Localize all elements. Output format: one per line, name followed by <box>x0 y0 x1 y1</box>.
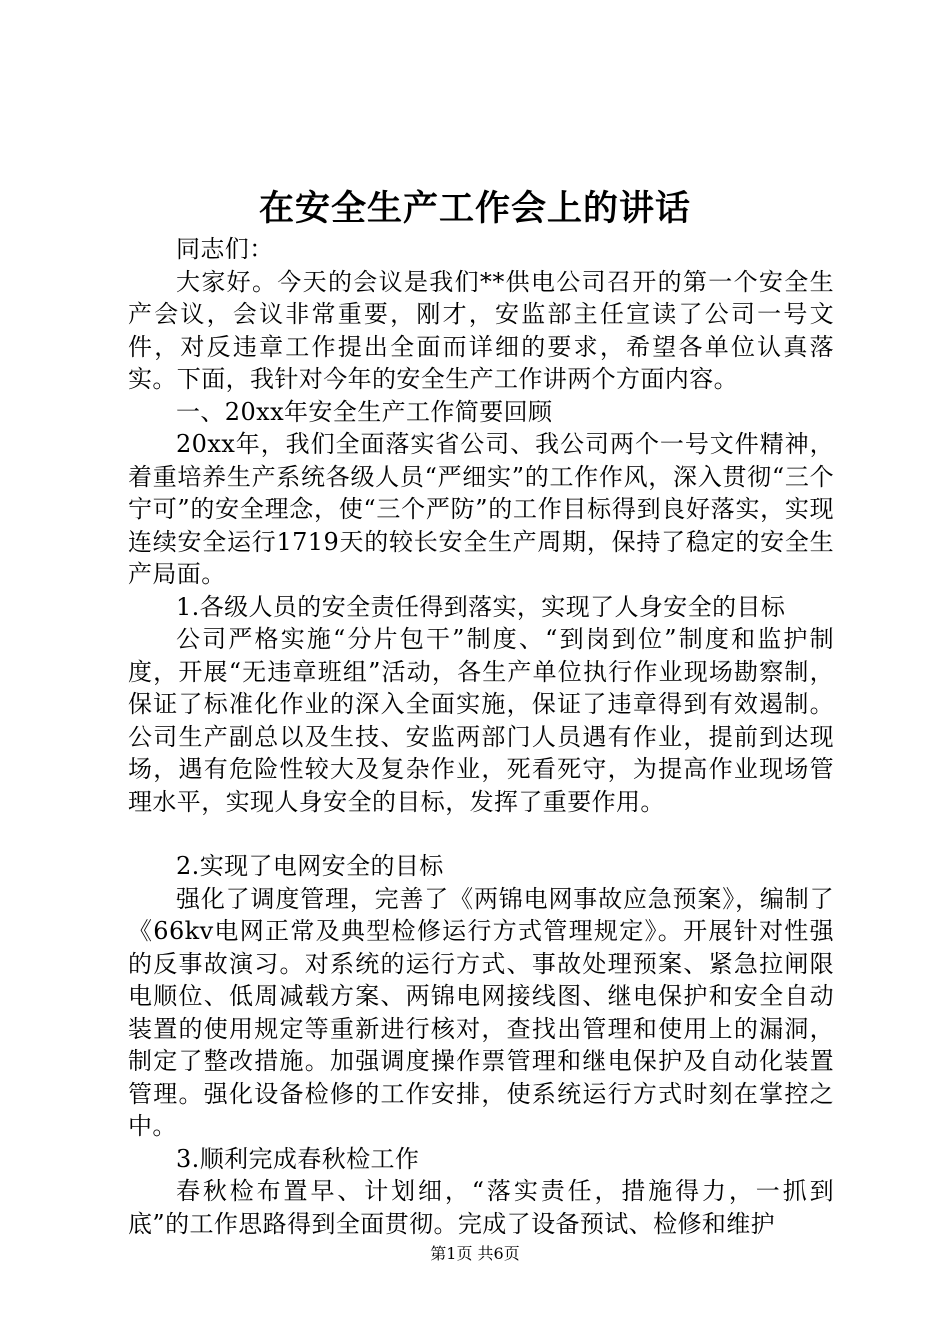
salutation: 同志们： <box>176 235 274 263</box>
section-heading: 一、20xx年安全生产工作简要回顾 <box>176 397 553 426</box>
body-paragraph: 20xx年，我们全面落实省公司、我公司两个一号文件精神，着重培养生产系统各级人员“严细实”的工作作风，深入贯彻“三个宁可”的安全理念，使“三个严防”的工作目标得到良好落实，实现连续安全运行1719天的较长安全生产周期，保持了稳定的安全生产局面。 <box>128 430 834 588</box>
document-body <box>128 233 834 1240</box>
subsection-heading: 3.顺利完成春秋检工作 <box>176 1144 420 1173</box>
document-title: 在安全生产工作会上的讲话 <box>258 188 691 229</box>
body-paragraph: 春秋检布置早、计划细，“落实责任，措施得力，一抓到底”的工作思路得到全面贯彻。完成了设备预试、检修和维护 <box>128 1177 834 1238</box>
subsection-heading: 2.实现了电网安全的目标 <box>176 852 444 880</box>
body-paragraph: 公司严格实施“分片包干”制度、“到岗到位”制度和监护制度，开展“无违章班组”活动，各生产单位执行作业现场勘察制，保证了标准化作业的深入全面实施，保证了违章得到有效遏制。公司生产副总以及生技、安监两部门人员遇有作业，提前到达现场，遇有危险性较大及复杂作业，死看死守，为提高作业现场管理水平，实现人身安全的目标，发挥了重要作用。 <box>128 625 834 816</box>
body-paragraph: 强化了调度管理，完善了《两锦电网事故应急预案》，编制了《66kv电网正常及典型检修运行方式管理规定》。开展针对性强的反事故演习。对系统的运行方式、事故处理预案、紧急拉闸限电顺位、低周减载方案、两锦电网接线图、继电保护和安全自动装置的使用规定等重新进行核对，查找出管理和使用上的漏洞，制定了整改措施。加强调度操作票管理和继电保护及自动化装置管理。强化设备检修的工作安排，使系统运行方式时刻在掌控之中。 <box>128 884 834 1140</box>
page-number-footer: 第1页 共6页 <box>430 1244 520 1263</box>
body-paragraph: 大家好。今天的会议是我们**供电公司召开的第一个安全生产会议，会议非常重要，刚才，安监部主任宣读了公司一号文件，对反违章工作提出全面而详细的要求，希望各单位认真落实。下面，我针对今年的安全生产工作讲两个方面内容。 <box>128 267 834 393</box>
subsection-heading: 1.各级人员的安全责任得到落实，实现了人身安全的目标 <box>176 592 786 621</box>
